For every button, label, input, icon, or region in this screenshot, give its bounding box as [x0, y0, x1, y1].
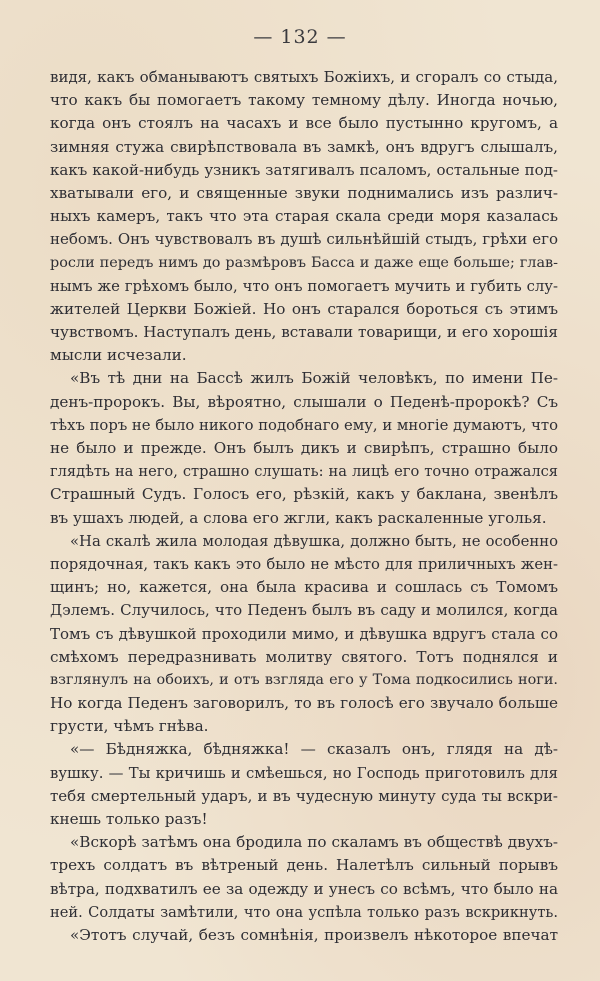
text-line: трехъ солдатъ въ вѣтреный день. Налетѣлъ сильный порывъ [50, 856, 558, 875]
text-line: Страшный Судъ. Голосъ его, рѣзкій, какъ у баклана, звенѣлъ [50, 485, 558, 504]
text-line: порядочная, такъ какъ это было не мѣсто для приличныхъ жен- [50, 555, 558, 573]
text-line: жителей Церкви Божіей. Но онъ старался бороться съ этимъ [50, 299, 558, 318]
text-line: въ ушахъ людей, а слова его жгли, какъ раскаленные уголья. [50, 508, 547, 527]
text-line: что какъ бы помогаетъ такому темному дѣлу. Иногда ночью, [50, 91, 558, 110]
text-line: «— Бѣдняжка, бѣдняжка! — сказалъ онъ, глядя на дѣ- [70, 740, 558, 759]
text-line: «Вскорѣ затѣмъ она бродила по скаламъ въ обществѣ двухъ- [70, 833, 558, 852]
text-line: «Этотъ случай, безъ сомнѣнія, произвелъ нѣкоторое впечат [70, 925, 558, 944]
text-line: «Въ тѣ дни на Бассѣ жилъ Божій человѣкъ, по имени Пе- [70, 369, 558, 388]
text-line: нымъ же грѣхомъ было, что онъ помогаетъ мучить и губить слу- [50, 277, 558, 295]
text-line: Но когда Педенъ заговорилъ, то въ голосѣ его звучало больше [50, 694, 558, 713]
text-line: небомъ. Онъ чувствовалъ въ душѣ сильнѣйшій стыдъ, грѣхи его [50, 230, 558, 249]
text-line: взглянулъ на обоихъ, и отъ взгляда его у Тома подкосились ноги. [50, 671, 558, 688]
text-line: зимняя стужа свирѣпствовала въ замкѣ, онъ вдругъ слышалъ, [50, 137, 558, 156]
text-line: не было и прежде. Онъ былъ дикъ и свирѣпъ, страшно было [50, 439, 558, 457]
body-text [50, 66, 558, 947]
text-line: когда онъ стоялъ на часахъ и все было пустынно кругомъ, а [50, 114, 558, 133]
text-line: щинъ; но, кажется, она была красива и сошлась съ Томомъ [50, 578, 558, 597]
text-line: мысли исчезали. [50, 346, 187, 365]
text-line: тебя смертельный ударъ, и въ чудесную минуту суда ты вскри- [50, 786, 558, 805]
text-line: вѣтра, подхватилъ ее за одежду и унесъ со всѣмъ, что было на [50, 879, 558, 898]
text-line: смѣхомъ передразнивать молитву святого. Тотъ поднялся и [50, 647, 558, 666]
text-line: чувствомъ. Наступалъ день, вставали товарищи, и его хорошія [50, 323, 558, 342]
text-line: глядѣть на него, страшно слушать: на лицѣ его точно отражался [50, 463, 558, 481]
text-line: какъ какой-нибудь узникъ затягивалъ псаломъ, остальные под- [50, 160, 558, 179]
text-line: кнешь только разъ! [50, 810, 208, 828]
text-line: денъ-пророкъ. Вы, вѣроятно, слышали о Педенѣ-пророкѣ? Съ [50, 392, 558, 411]
page-number: — 132 — [253, 26, 347, 48]
text-line: тѣхъ поръ не было никого подобнаго ему, и многіе думаютъ, что [50, 416, 558, 434]
text-line: Томъ съ дѣвушкой проходили мимо, и дѣвушка вдругъ стала со [50, 624, 558, 643]
text-line: вушку. — Ты кричишь и смѣешься, но Господь приготовилъ для [50, 764, 558, 782]
text-line: видя, какъ обманываютъ святыхъ Божіихъ, и сгоралъ со стыда, [50, 68, 558, 86]
text-line: «На скалѣ жила молодая дѣвушка, должно быть, не особенно [70, 532, 558, 550]
text-line: хватывали его, и священные звуки поднимались изъ различ- [50, 183, 558, 202]
text-line: грусти, чѣмъ гнѣва. [50, 717, 209, 736]
text-line: ней. Солдаты замѣтили, что она успѣла только разъ вскрикнуть. [50, 903, 558, 921]
text-line: Дэлемъ. Случилось, что Педенъ былъ въ саду и молился, когда [50, 601, 558, 620]
text-line: ныхъ камеръ, такъ что эта старая скала среди моря казалась [50, 207, 558, 226]
text-line: росли передъ нимъ до размѣровъ Басса и даже еще больше; глав- [50, 254, 558, 271]
